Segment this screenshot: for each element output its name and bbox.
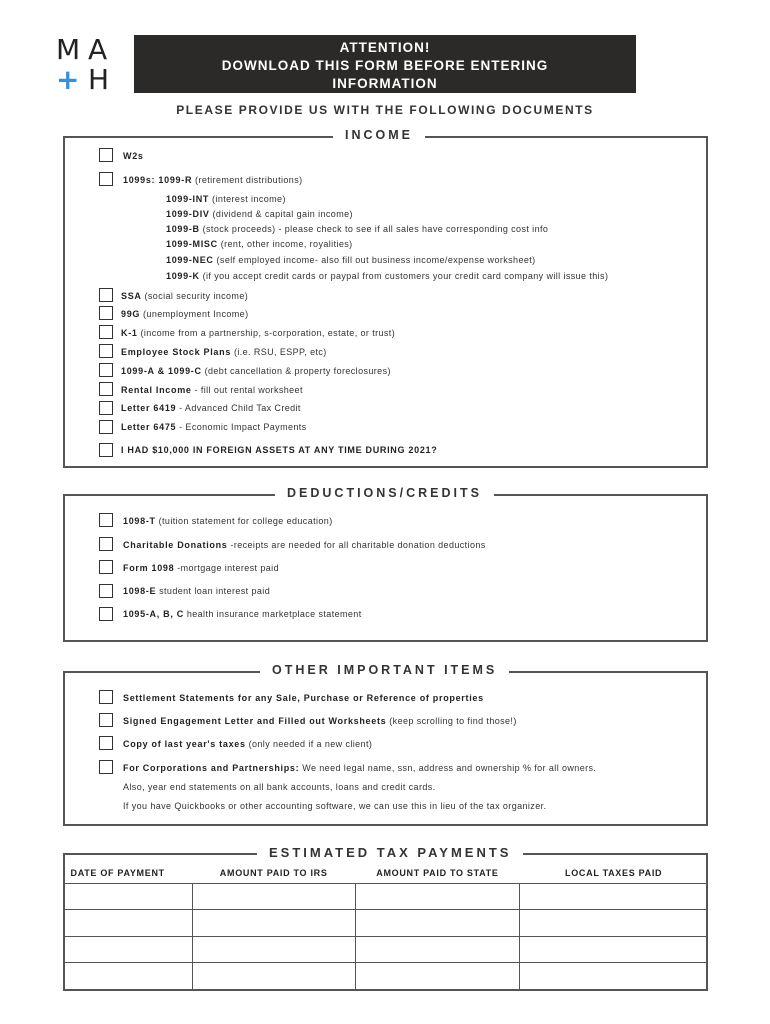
letter-6419-checkbox[interactable] — [99, 401, 113, 415]
estimated-payments-title: ESTIMATED TAX PAYMENTS — [257, 845, 523, 860]
attention-line-1: ATTENTION! — [339, 40, 431, 55]
column-header: AMOUNT PAID TO IRS — [192, 853, 355, 883]
deduction-item-label: Charitable Donations -receipts are needed for all charitable donation deductions — [123, 540, 486, 550]
1099s-label: 1099s: 1099-R (retirement distributions) — [123, 175, 303, 185]
corporations-partnerships-checkbox[interactable] — [99, 760, 113, 774]
column-header: DATE OF PAYMENT — [64, 853, 193, 883]
rental-income-checkbox[interactable] — [99, 382, 113, 396]
column-header: LOCAL TAXES PAID — [520, 853, 708, 883]
other-item-label: For Corporations and Partnerships: We need legal name, ssn, address and ownership % for all owners. — [123, 763, 597, 773]
logo-letter-a: A — [88, 33, 108, 66]
income-section — [63, 136, 708, 468]
w2s-label: W2s — [123, 151, 144, 161]
deduction-item-label: Form 1098 -mortgage interest paid — [123, 563, 279, 573]
foreign-assets-label: I HAD $10,000 IN FOREIGN ASSETS AT ANY TIME DURING 2021? — [121, 445, 438, 455]
income-subitem: 1099-DIV (dividend & capital gain income) — [166, 209, 353, 219]
provide-heading: PLEASE PROVIDE US WITH THE FOLLOWING DOCUMENTS — [176, 103, 594, 117]
99g-checkbox[interactable] — [99, 306, 113, 320]
income-item-label: 1099-A & 1099-C (debt cancellation & property foreclosures) — [121, 366, 391, 376]
income-item-label: Rental Income - fill out rental worksheet — [121, 385, 303, 395]
form-1098-checkbox[interactable] — [99, 560, 113, 574]
other-item-label: Signed Engagement Letter and Filled out Worksheets (keep scrolling to find those!) — [123, 716, 517, 726]
income-item-label: Letter 6475 - Economic Impact Payments — [121, 422, 307, 432]
letter-6475-checkbox[interactable] — [99, 420, 113, 434]
other-item-label: Copy of last year's taxes (only needed if a new client) — [123, 739, 373, 749]
income-item-label: 99G (unemployment Income) — [121, 309, 249, 319]
logo-plus: + — [56, 63, 80, 96]
deductions-title: DEDUCTIONS/CREDITS — [275, 486, 494, 500]
engagement-letter-checkbox[interactable] — [99, 713, 113, 727]
income-subitem: 1099-MISC (rent, other income, royalities) — [166, 239, 353, 249]
settlement-statements-checkbox[interactable] — [99, 690, 113, 704]
deduction-item-label: 1098-T (tuition statement for college education) — [123, 516, 333, 526]
income-title: INCOME — [333, 128, 425, 142]
income-item-label: SSA (social security income) — [121, 291, 249, 301]
other-item-label: Settlement Statements for any Sale, Purchase or Reference of properties — [123, 693, 484, 703]
logo-letter-h: H — [88, 63, 110, 96]
income-item-label: Employee Stock Plans (i.e. RSU, ESPP, etc) — [121, 347, 327, 357]
attention-line-2: DOWNLOAD THIS FORM BEFORE ENTERING — [221, 58, 549, 73]
column-header: AMOUNT PAID TO STATE — [355, 853, 520, 883]
1098e-checkbox[interactable] — [99, 584, 113, 598]
charitable-donations-checkbox[interactable] — [99, 537, 113, 551]
w2s-checkbox[interactable] — [99, 148, 113, 162]
foreign-assets-checkbox[interactable] — [99, 443, 113, 457]
attention-banner — [134, 35, 636, 93]
deduction-item-label: 1095-A, B, C health insurance marketplace statement — [123, 609, 362, 619]
estimated-payments-section — [63, 853, 708, 991]
logo-letter-m: M — [56, 33, 81, 66]
1095abc-checkbox[interactable] — [99, 607, 113, 621]
income-subitem: 1099-INT (interest income) — [166, 194, 286, 204]
deduction-item-label: 1098-E student loan interest paid — [123, 586, 271, 596]
1098t-checkbox[interactable] — [99, 513, 113, 527]
income-item-label: Letter 6419 - Advanced Child Tax Credit — [121, 403, 301, 413]
income-subitem: 1099-B (stock proceeds) - please check to see if all sales have corresponding cost info — [166, 224, 549, 234]
k1-checkbox[interactable] — [99, 325, 113, 339]
income-subitem: 1099-NEC (self employed income- also fill out business income/expense worksheet) — [166, 255, 536, 265]
other-items-title: OTHER IMPORTANT ITEMS — [260, 663, 509, 677]
1099s-checkbox[interactable] — [99, 172, 113, 186]
last-year-taxes-checkbox[interactable] — [99, 736, 113, 750]
ssa-checkbox[interactable] — [99, 288, 113, 302]
1099a-1099c-checkbox[interactable] — [99, 363, 113, 377]
math-logo — [56, 33, 116, 96]
income-item-label: K-1 (income from a partnership, s-corporation, estate, or trust) — [121, 328, 396, 338]
employee-stock-plans-checkbox[interactable] — [99, 344, 113, 358]
income-subitem: 1099-K (if you accept credit cards or paypal from customers your credit card company will issue this) — [166, 271, 609, 281]
bank-statements-note: Also, year end statements on all bank accounts, loans and credit cards. — [123, 782, 436, 792]
attention-line-3: INFORMATION — [332, 76, 438, 91]
quickbooks-note: If you have Quickbooks or other accounting software, we can use this in lieu of the tax organizer. — [123, 801, 547, 811]
